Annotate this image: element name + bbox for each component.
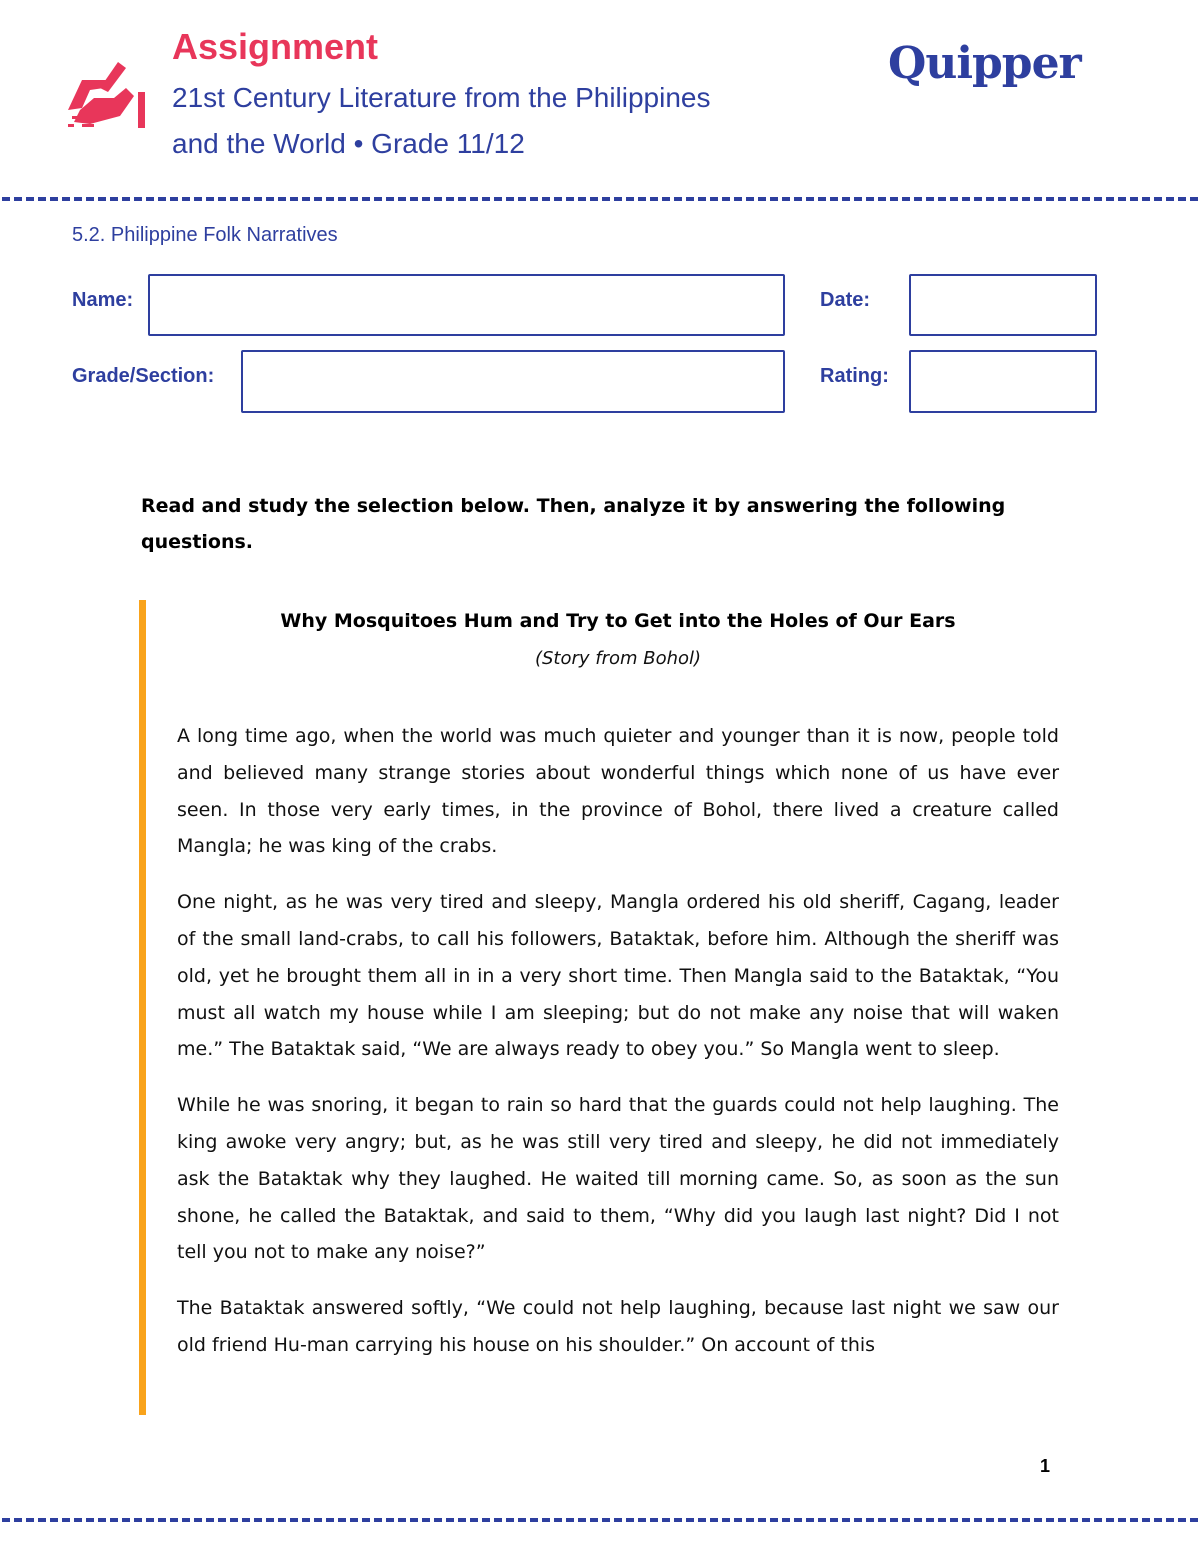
lesson-title: 5.2. Philippine Folk Narratives: [72, 224, 338, 246]
date-label: Date:: [820, 289, 871, 311]
rating-label: Rating:: [820, 365, 889, 387]
page-number: 1: [1040, 1456, 1051, 1476]
grade-section-field[interactable]: [241, 350, 785, 413]
course-title-line-1: 21st Century Literature from the Philippines: [172, 82, 711, 113]
date-field[interactable]: [909, 274, 1097, 336]
footer-divider: [2, 1518, 1198, 1522]
rating-field[interactable]: [909, 350, 1097, 413]
story-paragraph: One night, as he was very tired and sleepy, Mangla ordered his old sheriff, Cagang, leader of the small land-crabs, to call his followers, Bataktak, before him. Although the sheriff was old, yet he brought them all in in a very short time. Then Mangla said to the Bataktak, “You must all watch my house while I am sleeping; but do not make any noise that will waken me.” The Bataktak said, “We are always ready to obey you.” So Mangla went to sleep.: [177, 891, 1059, 1061]
course-title-line-2: and the World • Grade 11/12: [172, 128, 525, 159]
document-type-title: Assignment: [172, 26, 379, 67]
name-label: Name:: [72, 289, 134, 311]
story-highlight-bar: [139, 600, 146, 1415]
instructions: Read and study the selection below. Then, analyze it by answering the following questions.: [141, 495, 1006, 553]
header-divider: [2, 197, 1198, 201]
story-source: (Story from Bohol): [534, 648, 702, 669]
story-title: Why Mosquitoes Hum and Try to Get into the Holes of Our Ears: [280, 610, 956, 632]
hand-writing-icon: [60, 58, 152, 132]
story-paragraph: A long time ago, when the world was much quieter and younger than it is now, people told and believed many strange stories about wonderful things which none of us have ever seen. In those very early times, in the province of Bohol, there lived a creature called Mangla; he was king of the crabs.: [177, 725, 1059, 858]
story-paragraph: While he was snoring, it began to rain so hard that the guards could not help laughing. The king awoke very angry; but, as he was still very tired and sleepy, he did not immediately ask the Bataktak why they laughed. He waited till morning came. So, as soon as the sun shone, he called the Bataktak, and said to them, “Why did you laugh last night? Did I not tell you not to make any noise?”: [177, 1094, 1059, 1264]
story-paragraph: The Bataktak answered softly, “We could not help laughing, because last night we saw our old friend Hu-man carrying his house on his shoulder.” On account of this: [177, 1297, 1059, 1356]
name-field[interactable]: [148, 274, 785, 336]
story-body: [177, 718, 1059, 1383]
grade-section-label: Grade/Section:: [72, 365, 215, 387]
brand-logo: Quipper: [888, 38, 1081, 89]
